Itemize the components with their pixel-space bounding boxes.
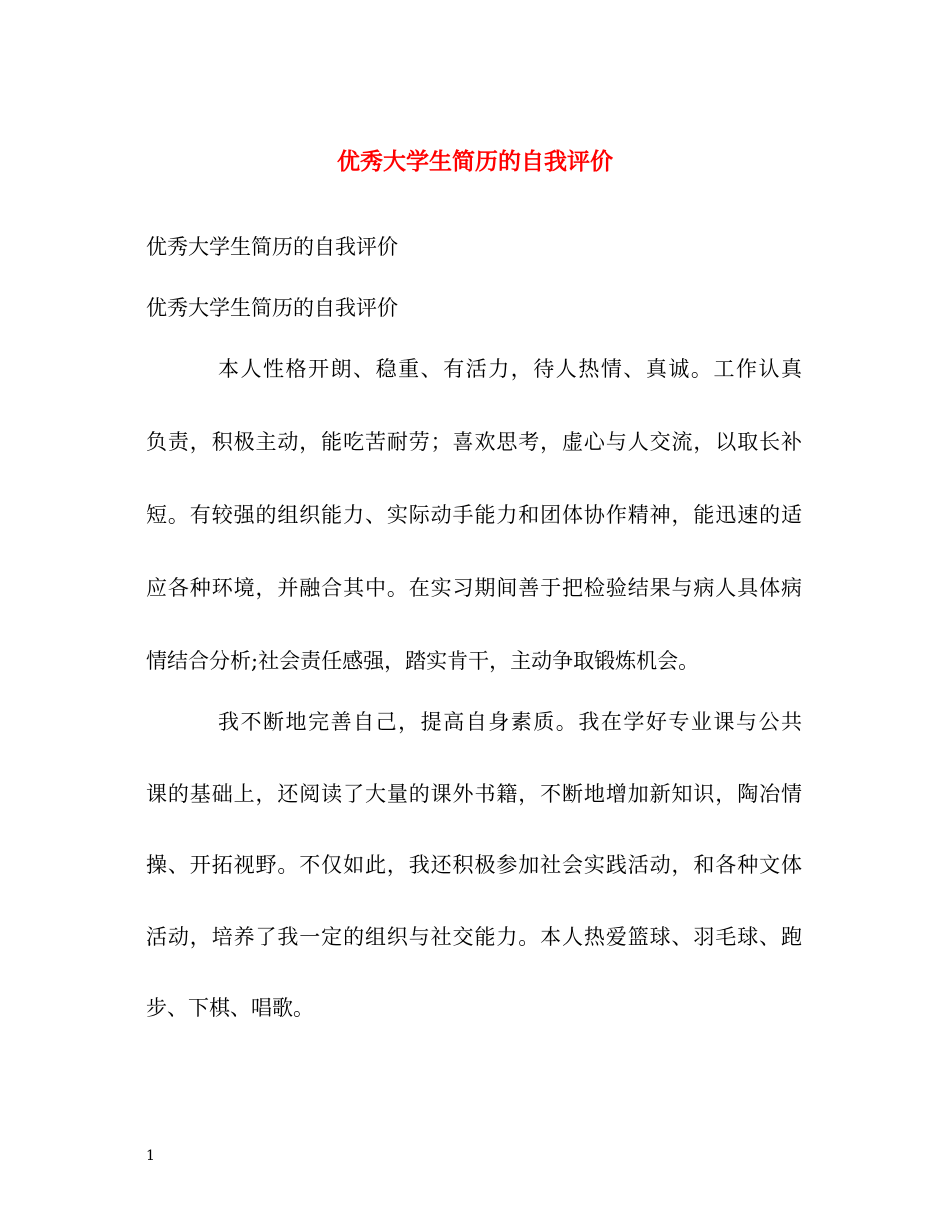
paragraph-2-line-3: 操、开拓视野。不仅如此，我还积极参加社会实践活动，和各种文体 — [146, 853, 802, 877]
paragraph-2-line-4: 活动，培养了我一定的组织与社交能力。本人热爱篮球、羽毛球、跑 — [146, 925, 802, 949]
paragraph-1-line-4: 应各种环境，并融合其中。在实习期间善于把检验结果与病人具体病 — [146, 576, 802, 600]
paragraph-1-line-5: 情结合分析;社会责任感强，踏实肯干，主动争取锻炼机会。 — [146, 649, 700, 673]
paragraph-2-line-5: 步、下棋、唱歌。 — [146, 996, 314, 1020]
paragraph-2-line-2: 课的基础上，还阅读了大量的课外书籍，不断地增加新知识，陶冶情 — [146, 782, 802, 806]
subtitle-line-2: 优秀大学生简历的自我评价 — [146, 296, 398, 320]
document-title: 优秀大学生简历的自我评价 — [337, 148, 613, 175]
subtitle-line-1: 优秀大学生简历的自我评价 — [146, 235, 398, 259]
paragraph-1-line-1: 本人性格开朗、稳重、有活力，待人热情、真诚。工作认真 — [218, 357, 802, 381]
paragraph-2-line-1: 我不断地完善自己，提高自身素质。我在学好专业课与公共 — [218, 710, 802, 734]
paragraph-1-line-2: 负责，积极主动，能吃苦耐劳；喜欢思考，虚心与人交流，以取长补 — [146, 430, 802, 454]
paragraph-1-line-3: 短。有较强的组织能力、实际动手能力和团体协作精神，能迅速的适 — [146, 503, 802, 527]
page-number: 1 — [146, 1148, 155, 1164]
